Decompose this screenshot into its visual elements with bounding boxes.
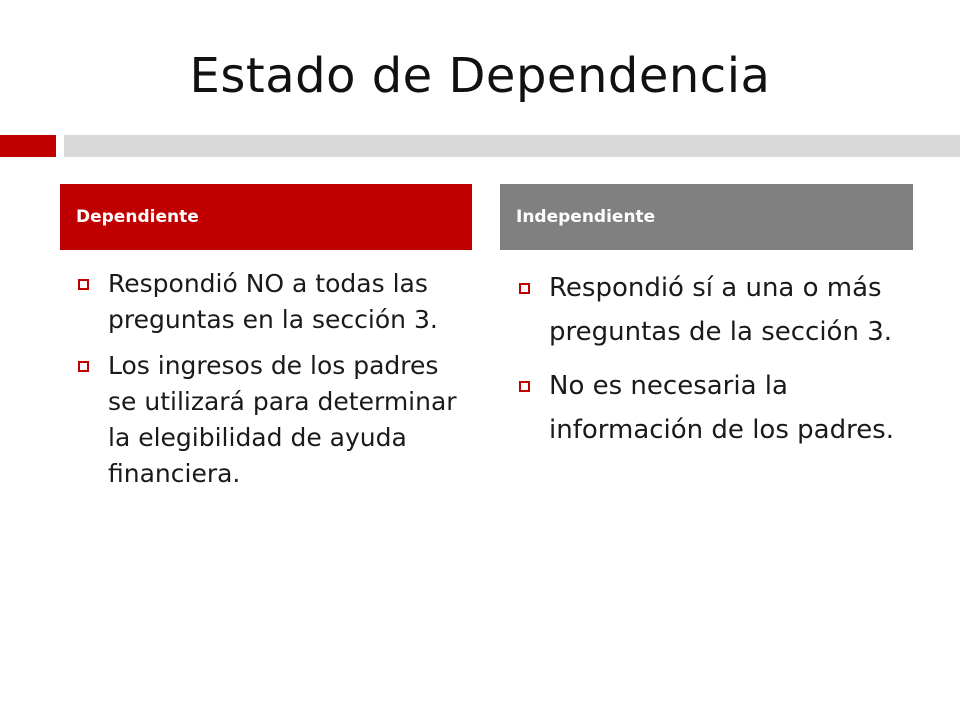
independiente-bullet-list xyxy=(517,266,917,462)
bullet-text: Los ingresos de los padres se utilizará para determinar la elegibilidad de ayuda financiera. xyxy=(108,351,457,488)
square-bullet-icon xyxy=(78,361,89,372)
bullet-text: No es necesaria la información de los padres. xyxy=(549,371,894,445)
bullet-text: Respondió sí a una o más preguntas de la sección 3. xyxy=(549,273,893,347)
list-item xyxy=(517,364,917,452)
column-header-independiente: Independiente xyxy=(500,184,913,250)
list-item xyxy=(517,266,917,354)
bullet-text: Respondió NO a todas las preguntas en la sección 3. xyxy=(108,269,438,334)
square-bullet-icon xyxy=(78,279,89,290)
slide-title: Estado de Dependencia xyxy=(189,48,771,104)
title-divider-bar xyxy=(64,135,960,157)
square-bullet-icon xyxy=(519,283,530,294)
list-item xyxy=(76,266,472,338)
title-accent-bar xyxy=(0,135,56,157)
column-header-dependiente: Dependiente xyxy=(60,184,472,250)
list-item xyxy=(76,348,472,492)
square-bullet-icon xyxy=(519,381,530,392)
dependiente-bullet-list xyxy=(76,266,472,502)
